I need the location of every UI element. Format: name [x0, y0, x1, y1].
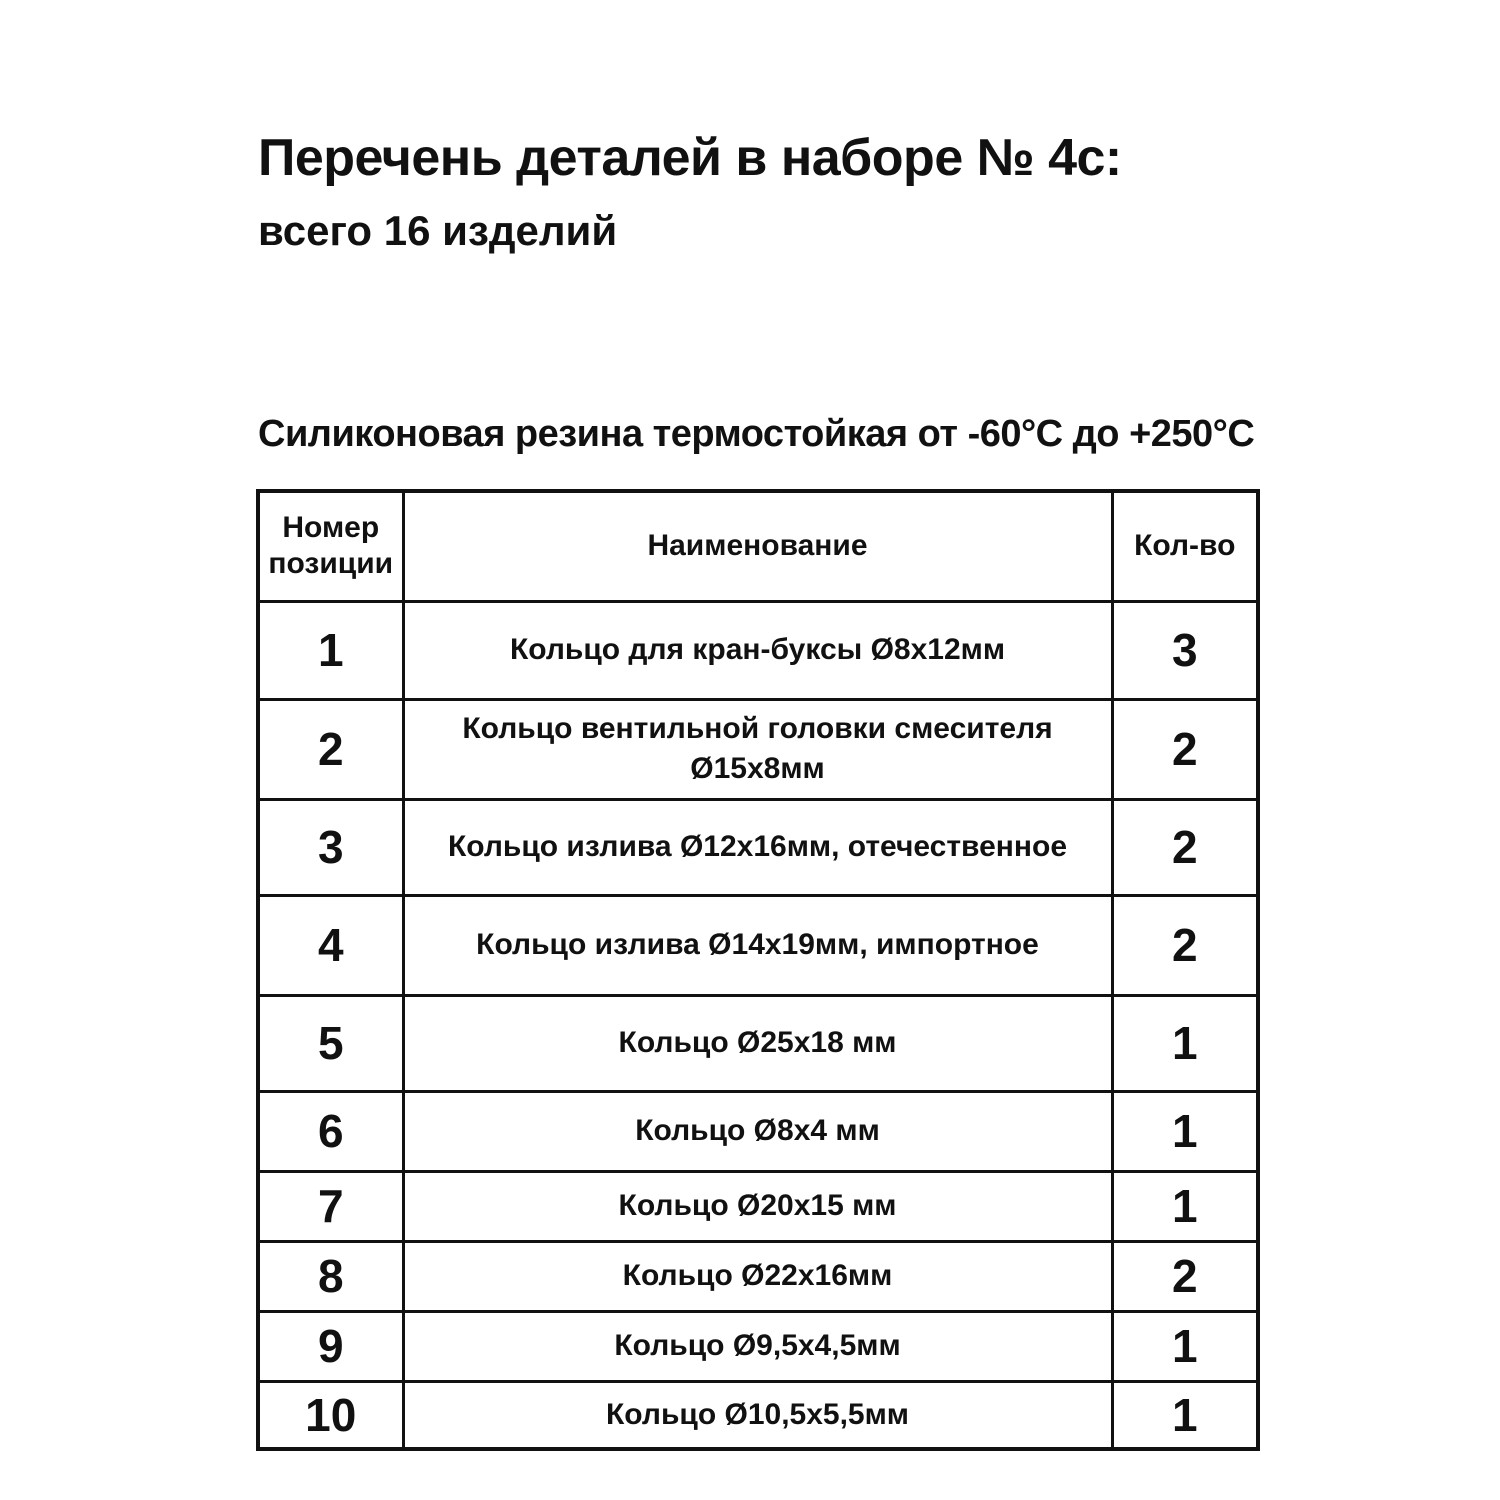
part-name: Кольцо Ø8х4 мм [403, 1091, 1112, 1171]
part-name: Кольцо Ø9,5х4,5мм [403, 1311, 1112, 1381]
part-name: Кольцо Ø25х18 мм [403, 995, 1112, 1091]
part-quantity: 1 [1112, 1171, 1258, 1241]
table-row [258, 799, 1258, 895]
part-name: Кольцо излива Ø14х19мм, импортное [403, 895, 1112, 995]
position-number: 4 [258, 895, 403, 995]
column-header-qty: Кол-во [1112, 491, 1258, 601]
table-row [258, 895, 1258, 995]
table-row [258, 1091, 1258, 1171]
table-row [258, 699, 1258, 799]
table-row [258, 1171, 1258, 1241]
position-number: 9 [258, 1311, 403, 1381]
position-number: 8 [258, 1241, 403, 1311]
position-number: 3 [258, 799, 403, 895]
part-name: Кольцо вентильной головки смесителя Ø15х8мм [403, 699, 1112, 799]
table-row [258, 995, 1258, 1091]
part-quantity: 3 [1112, 601, 1258, 699]
part-name: Кольцо излива Ø12х16мм, отечественное [403, 799, 1112, 895]
parts-table [256, 489, 1260, 1451]
page-title: Перечень деталей в наборе № 4с: [258, 129, 1122, 187]
part-name: Кольцо для кран-буксы Ø8х12мм [403, 601, 1112, 699]
table-row [258, 1241, 1258, 1311]
table-header-row [258, 491, 1258, 601]
part-name: Кольцо Ø22х16мм [403, 1241, 1112, 1311]
position-number: 10 [258, 1381, 403, 1449]
position-number: 6 [258, 1091, 403, 1171]
column-header-number: Номер позиции [258, 491, 403, 601]
part-name: Кольцо Ø20х15 мм [403, 1171, 1112, 1241]
position-number: 1 [258, 601, 403, 699]
part-quantity: 2 [1112, 799, 1258, 895]
part-quantity: 1 [1112, 1311, 1258, 1381]
column-header-name: Наименование [403, 491, 1112, 601]
table-row [258, 1311, 1258, 1381]
part-quantity: 2 [1112, 1241, 1258, 1311]
part-quantity: 1 [1112, 1381, 1258, 1449]
material-description: Силиконовая резина термостойкая от -60°C до +250°C [258, 413, 1255, 455]
part-quantity: 2 [1112, 699, 1258, 799]
table-row [258, 601, 1258, 699]
item-count-subtitle: всего 16 изделий [258, 207, 618, 254]
position-number: 2 [258, 699, 403, 799]
part-name: Кольцо Ø10,5х5,5мм [403, 1381, 1112, 1449]
part-quantity: 1 [1112, 995, 1258, 1091]
part-quantity: 2 [1112, 895, 1258, 995]
table-row [258, 1381, 1258, 1449]
position-number: 5 [258, 995, 403, 1091]
part-quantity: 1 [1112, 1091, 1258, 1171]
position-number: 7 [258, 1171, 403, 1241]
